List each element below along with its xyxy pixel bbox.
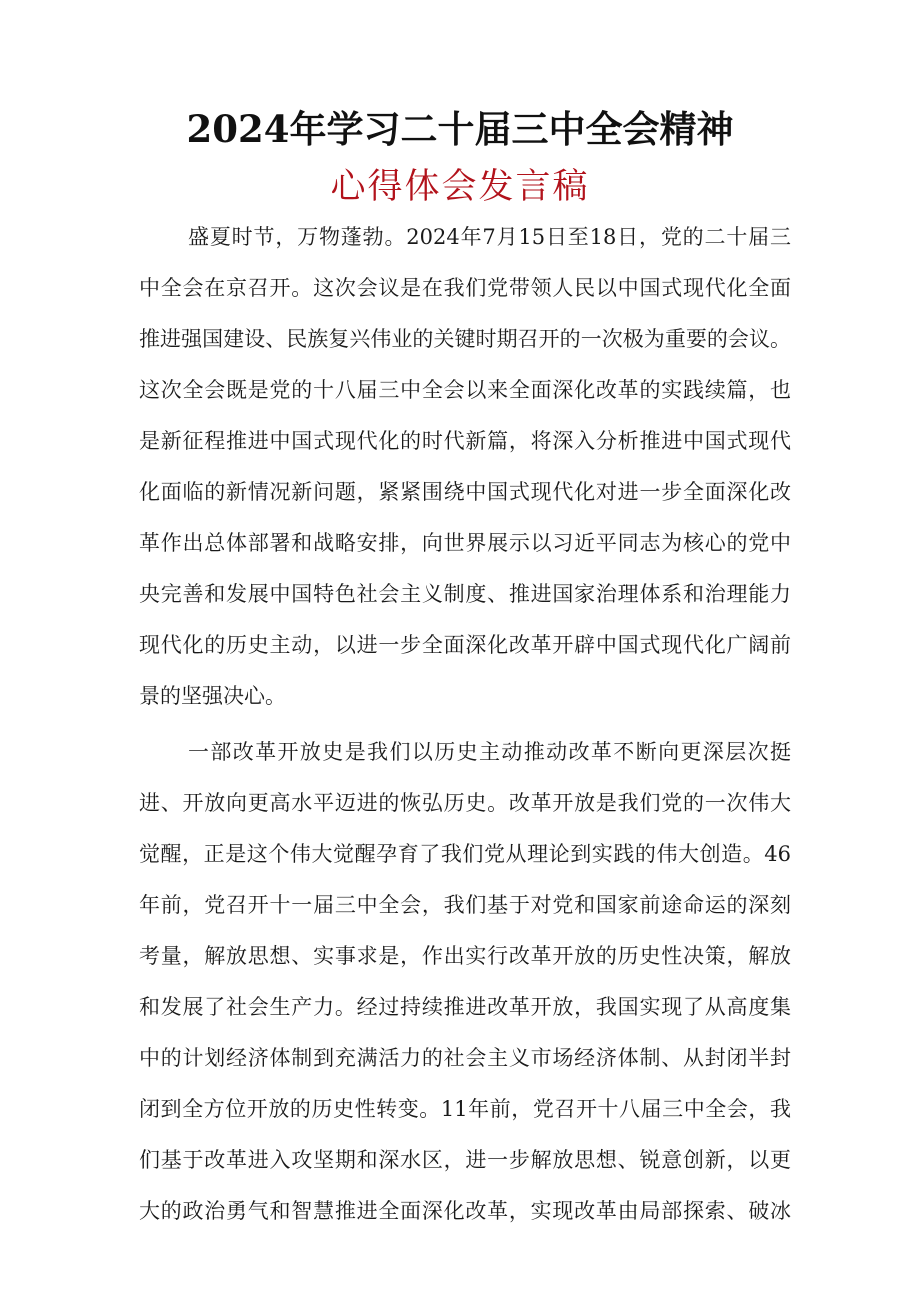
paragraph-1-line: 盛夏时节，万物蓬勃。2024年7月15日至18日，党的二十届三 xyxy=(188,225,791,249)
paragraph-1-line: 这次全会既是党的十八届三中全会以来全面深化改革的实践续篇，也 xyxy=(139,378,791,402)
paragraph-2-line: 大的政治勇气和智慧推进全面深化改革，实现改革由局部探索、破冰 xyxy=(139,1199,791,1223)
paragraph-1-line: 推进强国建设、民族复兴伟业的关键时期召开的一次极为重要的会议。 xyxy=(139,327,791,351)
paragraph-2-line: 中的计划经济体制到充满活力的社会主义市场经济体制、从封闭半封 xyxy=(139,1046,791,1070)
paragraph-2-line: 考量，解放思想、实事求是，作出实行改革开放的历史性决策，解放 xyxy=(139,944,791,968)
paragraph-1-line: 革作出总体部署和战略安排，向世界展示以习近平同志为核心的党中 xyxy=(139,531,791,555)
document-subtitle: 心得体会发言稿 xyxy=(330,167,590,207)
paragraph-2-line: 闭到全方位开放的历史性转变。11年前，党召开十八届三中全会，我 xyxy=(139,1097,791,1121)
paragraph-1-line: 现代化的历史主动，以进一步全面深化改革开辟中国式现代化广阔前 xyxy=(139,633,791,657)
paragraph-1-line: 化面临的新情况新问题，紧紧围绕中国式现代化对进一步全面深化改 xyxy=(139,480,791,504)
paragraph-2-line: 们基于改革进入攻坚期和深水区，进一步解放思想、锐意创新，以更 xyxy=(139,1148,791,1172)
paragraph-1-line: 景的坚强决心。 xyxy=(139,684,286,708)
paragraph-2-line: 觉醒，正是这个伟大觉醒孕育了我们党从理论到实践的伟大创造。46 xyxy=(139,842,791,866)
paragraph-2-line: 和发展了社会生产力。经过持续推进改革开放，我国实现了从高度集 xyxy=(139,995,791,1019)
paragraph-2-line: 年前，党召开十一届三中全会，我们基于对党和国家前途命运的深刻 xyxy=(139,893,791,917)
paragraph-1-line: 央完善和发展中国特色社会主义制度、推进国家治理体系和治理能力 xyxy=(139,582,791,606)
paragraph-1-line: 是新征程推进中国式现代化的时代新篇，将深入分析推进中国式现代 xyxy=(139,429,791,453)
paragraph-2-line: 进、开放向更高水平迈进的恢弘历史。改革开放是我们党的一次伟大 xyxy=(139,791,791,815)
paragraph-1-line: 中全会在京召开。这次会议是在我们党带领人民以中国式现代化全面 xyxy=(139,276,791,300)
document-title: 2024年学习二十届三中全会精神 xyxy=(186,107,734,151)
paragraph-2-line: 一部改革开放史是我们以历史主动推动改革不断向更深层次挺 xyxy=(188,740,791,764)
